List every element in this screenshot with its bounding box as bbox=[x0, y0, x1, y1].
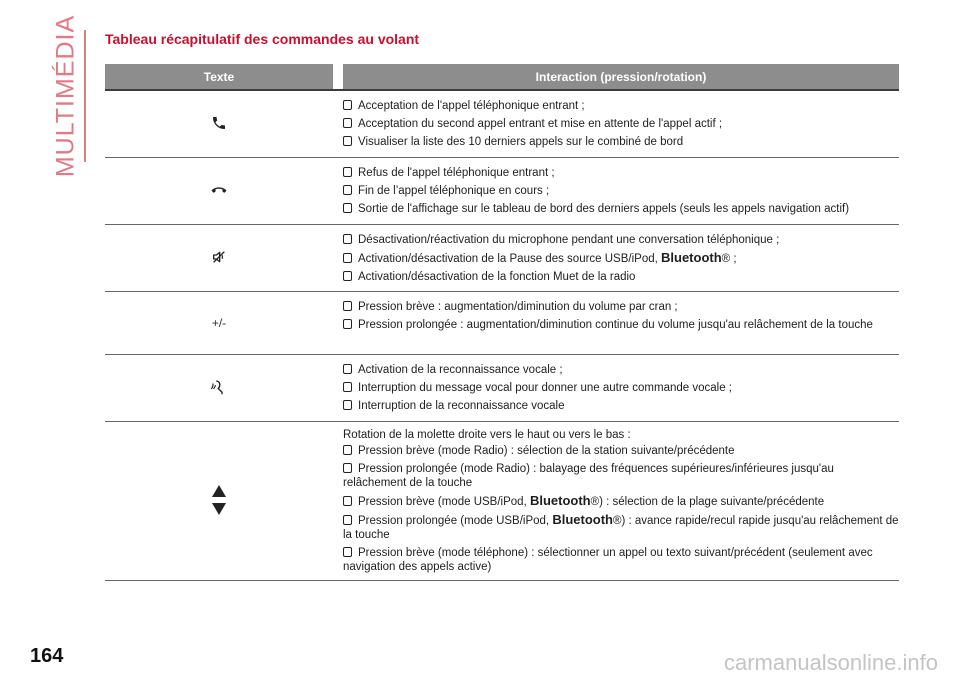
table-row bbox=[105, 292, 899, 355]
list-item bbox=[343, 270, 899, 284]
item-text: Interruption de la reconnaissance vocale bbox=[358, 400, 565, 412]
item-text: Pression brève : augmentation/diminution du volume par cran ; bbox=[358, 301, 678, 313]
item-text: ®) : avance rapide/recul rapide jusqu'au relâchement de la touche bbox=[343, 515, 899, 541]
table-row bbox=[105, 355, 899, 422]
bluetooth-brand-text: Bluetooth bbox=[552, 512, 613, 527]
command-cell bbox=[105, 158, 333, 224]
up-down-arrows-icon bbox=[211, 483, 227, 520]
list-item bbox=[343, 117, 899, 131]
table-header bbox=[105, 64, 899, 89]
list-item bbox=[343, 233, 899, 247]
item-text: Désactivation/réactivation du microphone pendant une conversation téléphonique ; bbox=[358, 234, 780, 246]
command-cell bbox=[105, 225, 333, 291]
interaction-cell bbox=[333, 422, 899, 580]
item-text: Acceptation de l'appel téléphonique entrant ; bbox=[358, 100, 585, 112]
watermark: carmanualsonline.info bbox=[723, 650, 938, 675]
item-text: Interruption du message vocal pour donner une autre commande vocale ; bbox=[358, 382, 732, 394]
checkbox-bullet-icon bbox=[343, 100, 352, 110]
checkbox-bullet-icon bbox=[343, 203, 352, 213]
checkbox-bullet-icon bbox=[343, 271, 352, 281]
interaction-cell bbox=[333, 355, 899, 421]
list-item bbox=[343, 202, 899, 216]
item-text: Activation/désactivation de la fonction Muet de la radio bbox=[358, 271, 636, 283]
table-row bbox=[105, 158, 899, 225]
bluetooth-brand-text: Bluetooth bbox=[661, 250, 722, 265]
item-text: Activation de la reconnaissance vocale ; bbox=[358, 364, 563, 376]
list-item bbox=[343, 494, 899, 509]
list-item bbox=[343, 166, 899, 180]
checkbox-bullet-icon bbox=[343, 301, 352, 311]
checkbox-bullet-icon bbox=[343, 167, 352, 177]
table-row bbox=[105, 225, 899, 292]
item-text: Refus de l'appel téléphonique entrant ; bbox=[358, 167, 555, 179]
item-text: Pression prolongée : augmentation/diminution continue du volume jusqu'au relâchement de la touche bbox=[358, 319, 873, 331]
list-item bbox=[343, 184, 899, 198]
checkbox-bullet-icon bbox=[343, 515, 352, 525]
voice-command-icon bbox=[210, 378, 228, 399]
item-text: Sortie de l'affichage sur le tableau de bord des derniers appels (seuls les appels navigation actif) bbox=[358, 203, 850, 215]
list-item bbox=[343, 300, 899, 314]
checkbox-bullet-icon bbox=[343, 496, 352, 506]
list-item bbox=[343, 399, 899, 413]
header-interaction: Interaction (pression/rotation) bbox=[343, 64, 899, 89]
checkbox-bullet-icon bbox=[343, 118, 352, 128]
section-side-label-text: MULTIMÉDIA bbox=[51, 14, 80, 178]
list-item bbox=[343, 462, 899, 490]
checkbox-bullet-icon bbox=[343, 253, 352, 263]
table-row bbox=[105, 422, 899, 581]
item-text: Acceptation du second appel entrant et mise en attente de l'appel actif ; bbox=[358, 118, 723, 130]
interaction-cell bbox=[333, 292, 899, 354]
table-row bbox=[105, 91, 899, 158]
checkbox-bullet-icon bbox=[343, 364, 352, 374]
interaction-cell bbox=[333, 225, 899, 291]
item-text: ® ; bbox=[721, 253, 737, 265]
list-item bbox=[343, 363, 899, 377]
list-item bbox=[343, 381, 899, 395]
checkbox-bullet-icon bbox=[343, 136, 352, 146]
item-text: Pression prolongée (mode Radio) : balayage des fréquences supérieures/inférieures jusqu'au relâchement de la touche bbox=[343, 463, 834, 489]
interaction-cell bbox=[333, 91, 899, 157]
command-cell bbox=[105, 422, 333, 580]
phone-answer-icon bbox=[211, 115, 227, 134]
command-text: +/- bbox=[211, 316, 227, 330]
bluetooth-brand-text: Bluetooth bbox=[529, 493, 591, 508]
list-item bbox=[343, 546, 899, 574]
checkbox-bullet-icon bbox=[343, 445, 352, 455]
list-item bbox=[343, 135, 899, 149]
command-cell bbox=[105, 355, 333, 421]
checkbox-bullet-icon bbox=[343, 463, 352, 473]
item-text: Fin de l’appel téléphonique en cours ; bbox=[358, 185, 550, 197]
page-number: 164 bbox=[30, 645, 64, 667]
list-item bbox=[343, 513, 899, 542]
item-text: ®) : sélection de la plage suivante/précédente bbox=[590, 496, 825, 508]
checkbox-bullet-icon bbox=[343, 547, 352, 557]
page-title: Tableau récapitulatif des commandes au volant bbox=[105, 31, 420, 47]
mute-speaker-icon bbox=[211, 249, 227, 268]
item-text: Pression brève (mode USB/iPod, bbox=[358, 496, 530, 508]
command-cell bbox=[105, 292, 333, 354]
phone-hangup-icon bbox=[211, 184, 227, 198]
interaction-intro: Rotation de la molette droite vers le haut ou vers le bas : bbox=[343, 429, 631, 441]
list-item bbox=[343, 251, 899, 266]
item-text: Pression brève (mode Radio) : sélection de la station suivante/précédente bbox=[358, 445, 735, 457]
checkbox-bullet-icon bbox=[343, 234, 352, 244]
checkbox-bullet-icon bbox=[343, 319, 352, 329]
item-text: Pression brève (mode téléphone) : sélectionner un appel ou texto suivant/précédent (seulement avec navigation des appels active) bbox=[343, 547, 873, 573]
side-rule bbox=[84, 30, 86, 162]
table-body bbox=[105, 91, 899, 581]
list-item bbox=[343, 318, 899, 332]
list-item bbox=[343, 99, 899, 113]
command-cell bbox=[105, 91, 333, 157]
section-side-label bbox=[51, 14, 80, 178]
item-text: Pression prolongée (mode USB/iPod, bbox=[358, 515, 553, 527]
item-text: Visualiser la liste des 10 derniers appels sur le combiné de bord bbox=[358, 136, 684, 148]
list-item bbox=[343, 444, 899, 458]
header-texte: Texte bbox=[105, 64, 333, 89]
checkbox-bullet-icon bbox=[343, 400, 352, 410]
item-text: Activation/désactivation de la Pause des source USB/iPod, bbox=[358, 253, 662, 265]
checkbox-bullet-icon bbox=[343, 185, 352, 195]
commands-table bbox=[105, 64, 899, 581]
checkbox-bullet-icon bbox=[343, 382, 352, 392]
interaction-cell bbox=[333, 158, 899, 224]
